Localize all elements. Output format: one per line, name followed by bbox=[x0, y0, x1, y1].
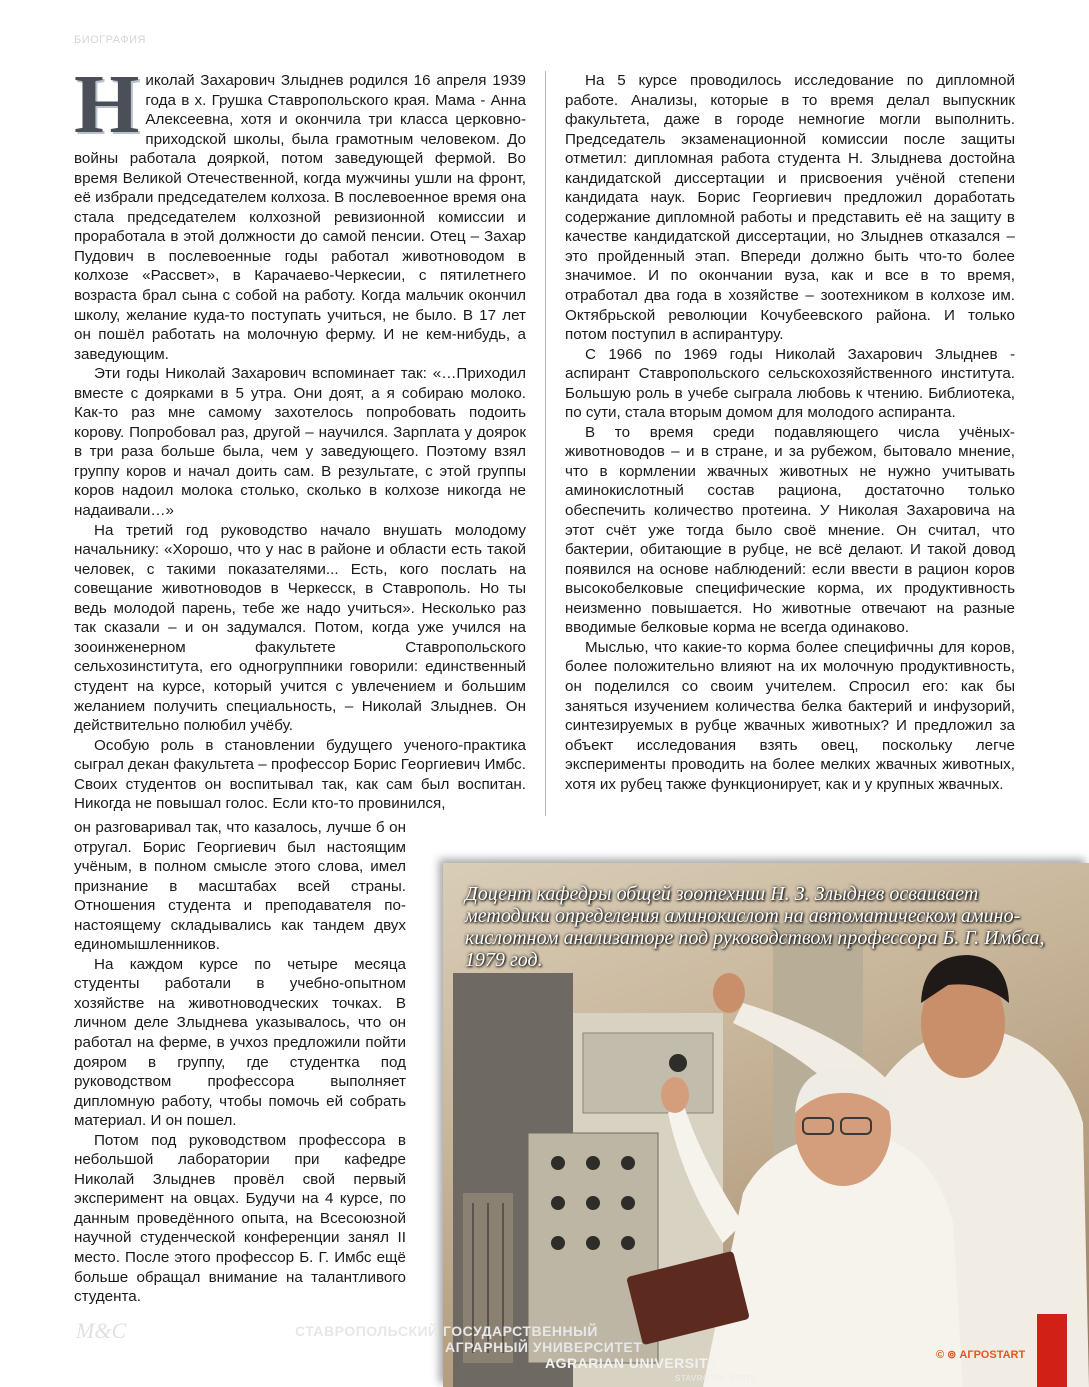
paragraph: На каждом курсе по четыре месяца студенты работали в учебно-опытном хозяйстве на животноводческих точках. В личном деле Злыднева указывалось, что он работал на ферме, в учхоз предложили пойти дояром в группу, где студентка под руководством профессора выполняет дипломную работу, чтобы помочь ей собрать материал. И он пошел. bbox=[74, 955, 406, 1130]
paragraph: Особую роль в становлении будущего ученого-практика сыграл декан факультета – профессор Борис Георгиевич Имбс. Своих студентов он воспитывал так, как сам был воспитан. Никогда не повышал голос. Если кто-то провинился, bbox=[74, 736, 526, 813]
paragraph: он разговаривал так, что казалось, лучше б он отругал. Борис Георгиевич был настоящим учёным, в полном смысле этого слова, имел признание в масштабах всей страны. Отношения студента и преподавателя по-настоящему складывались как тандем двух единомышленников. bbox=[74, 819, 406, 954]
paragraph: Потом под руководством профессора в небольшой лаборатории при кафедре Николай Злыднев провёл свой первый эксперимент на овцах. Будучи на 4 курсе, по данным проведённого опыта, на Всесоюзной научной студенческой конференции занял II место. После этого профессор Б. Г. Имбс ещё больше обращал внимание на талантливого студента. bbox=[74, 1131, 406, 1306]
university-watermark bbox=[295, 1323, 815, 1387]
article-column-left bbox=[74, 58, 526, 814]
running-head: БИОГРАФИЯ bbox=[74, 34, 146, 46]
signature-mark: М&С bbox=[76, 1318, 127, 1343]
paragraph: В то время среди подавляющего числа учёных-животноводов – и в стране, и за рубежом, бытовало мнение, что в кормлении жвачных животных не нужно учитывать аминокислотный состав рациона, достаточно только обеспечить количество протеина. У Николая Захаровича на этот счёт уже тогда было своё мнение. Он считал, что бактерии, обитающие в рубце, не всё делают. И такой довод появился на основе наблюдений: если ввести в рацион коров высокобелковые специфические корма, их продуктивность неизменно повышается. Но животные отвечают на разные вводимые белковые корма не всегда одинаково. bbox=[565, 423, 1015, 637]
article-column-right bbox=[565, 71, 1015, 794]
paragraph: Мыслью, что какие-то корма более специфичны для коров, более положительно влияют на их молочную продуктивность, он поделился со своим учителем. Спросил его: как бы заняться изучением количества белка бактерий и инфузорий, синтезируемых в рубце жвачных животных? И предложил за объект исследования взять овец, поскольку легче эксперименты проводить на более мелких жвачных животных, хотя их рубец также функционирует, как и у крупных жвачных. bbox=[565, 638, 1015, 793]
paragraph bbox=[74, 58, 526, 364]
paragraph: С 1966 по 1969 годы Николай Захарович Злыднев - аспирант Ставропольского сельскохозяйственного института. Большую роль в учебе сыграла любовь к чтению. Библиотека, по сути, стала вторым домом для молодого аспиранта. bbox=[565, 345, 1015, 422]
watermark-line: STAVROPOL STATE bbox=[675, 1374, 757, 1383]
photo-caption: Доцент кафедры общей зоотехнии Н. З. Злыднев осваивает методики определения аминокислот на автоматическом амино-кислотном анализаторе под руководством профессора Б. Г. Имбса, 1979 год. bbox=[465, 883, 1045, 971]
page-edge-marker bbox=[1037, 1314, 1067, 1387]
paragraph: На 5 курсе проводилось исследование по дипломной работе. Анализы, которые в то время делал выпускник факультета, даже в городе немногие могли выполнить. Председатель экзаменационной комиссии после защиты отметил: дипломная работа студента Н. Злыднева достойна кандидатской диссертации и присвоения учёной степени кандидата наук. Борис Георгиевич предложил доработать содержание дипломной работы и представить её на защиту в качестве кандидатской диссертации, но Злыднев отказался – это пройденный этап. Впереди должно быть что-то более значимое. И по окончании вуза, как и все в то время, отработал два года в хозяйстве – зоотехником в колхозе им. Октябрьской революции Кочубеевского района. И только потом поступил в аспирантуру. bbox=[565, 72, 1015, 344]
paragraph-text: иколай Захарович Злыднев родился 16 апреля 1939 года в х. Грушка Ставропольского края. Мама - Анна Алексеевна, хотя и окончила три класса церковно-приходской школы, была грамотным человеком. До войны работала дояркой, потом заведующей фермой. Во время Великой Отечественной, когда мужчины ушли на фронт, её избрали председателем колхоза. В послевоенное время она стала председателем колхозной ревизионной комиссии и проработала в этой должности до самой пенсии. Отец – Захар Пудович в послевоенные годы работал животноводом в колхозе «Рассвет», в Карачаево-Черкесии, с пятилетнего возраста брал сына с собой на работу. Когда мальчик окончил школу, желание куда-то поступать учиться, не было. В 17 лет он пошёл работать на молочную ферму. И не кем-нибудь, а заведующим. bbox=[74, 72, 526, 363]
watermark-line: AGRARIAN UNIVERSITY bbox=[545, 1355, 718, 1371]
watermark-line: СТАВРОПОЛЬСКИЙ ГОСУДАРСТВЕННЫЙ bbox=[295, 1323, 598, 1339]
article-column-left-narrow bbox=[74, 818, 406, 1307]
paragraph: Эти годы Николай Захарович вспоминает так: «…Приходил вместе с доярками в 5 утра. Они доят, а я собираю молоко. Как-то раз мне самому захотелось попробовать подоить корову. Попробовал раз, другой – научился. Зарплата у доярок в три раза больше была, чем у заведующего. Поэтому взял группу коров и начал доить сам. В результате, с этой группы коров надоил молока столько, сколько в колхозе никогда не надаивали…» bbox=[74, 365, 526, 520]
photo-lab-analyzer bbox=[443, 863, 1089, 1387]
watermark-line: АГРАРНЫЙ УНИВЕРСИТЕТ bbox=[445, 1339, 643, 1355]
drop-cap: Н bbox=[74, 58, 140, 151]
column-divider bbox=[545, 71, 546, 816]
brand-logo: © ⊚ АГРОSTART bbox=[936, 1349, 1026, 1361]
paragraph: На третий год руководство начало внушать молодому начальнику: «Хорошо, что у нас в районе и области есть такой человек, с такими показателями... Есть, кого послать на совещание животноводов в Черкесск, в Ставрополь. Но ты ведь молодой парень, тебе же надо учиться». Несколько раз так сказали – и он задумался. Потом, когда уже учился на зооинженерном факультете Ставропольского сельхозинститута, его одногруппники говорили: единственный студент на курсе, который учится с увлечением и большим желанием получить специальность, – Николай Злыднев. Он действительно полюбил учёбу. bbox=[74, 521, 526, 735]
